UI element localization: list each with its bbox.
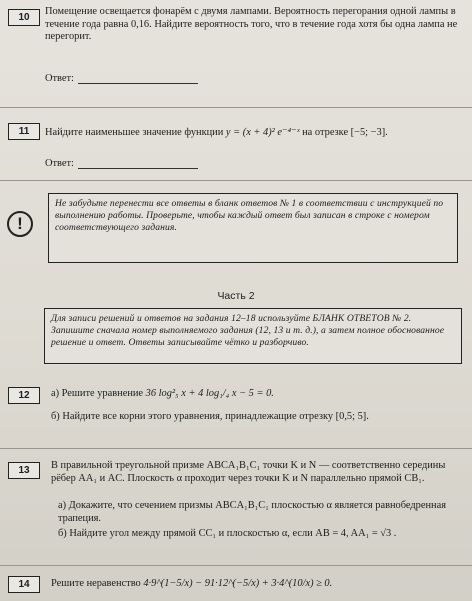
divider — [0, 107, 472, 108]
task-number: 14 — [8, 576, 40, 593]
divider — [0, 180, 472, 181]
task-text-before: Найдите наименьшее значение функции — [45, 127, 224, 138]
exclamation-icon: ! — [7, 211, 33, 237]
divider — [0, 565, 472, 566]
inequality-formula: 4·9^(1−5/x) − 91·12^(−5/x) + 3·4^(10/x) ≥ 0. — [143, 578, 333, 589]
answer-line — [78, 157, 198, 169]
answer-label: Ответ: — [45, 158, 74, 169]
task-text: В правильной треугольной призме ABCA₁B₁C₁ точки K и N — соответственно середины рёбер AA₁ и AC. Плоскость α проходит через точки K и N параллельно прямой CB₁. — [51, 460, 446, 484]
task-text — [51, 578, 462, 591]
part-title: Часть 2 — [217, 290, 255, 302]
equation-formula: 36 log²₅ x + 4 log₁/₄ x − 5 = 0. — [145, 388, 274, 399]
part2-instruction: Для записи решений и ответов на задания 12–18 используйте БЛАНК ОТВЕТОВ № 2. Запишите сначала номер выполняемого задания (12, 13 и т. д.), а затем полное обоснованное решение и ответ. Ответы записывайте чётко и разборчиво. — [44, 308, 462, 364]
task-text — [45, 127, 462, 140]
task-10 — [8, 4, 466, 94]
answer-field — [45, 157, 198, 169]
answer-label: Ответ: — [45, 73, 74, 84]
task-number: 13 — [8, 462, 40, 479]
answer-field — [45, 72, 198, 84]
task-11 — [8, 119, 466, 179]
task-12 — [8, 383, 466, 443]
task-number: 11 — [8, 123, 40, 140]
task-number: 10 — [8, 9, 40, 26]
task-part-b: б) Найдите все корни этого уравнения, принадлежащие отрезку [0,5; 5]. — [51, 411, 369, 422]
answer-line — [78, 72, 198, 84]
notice-box: Не забудьте перенести все ответы в бланк ответов № 1 в соответствии с инструкцией по выполнению работы. Проверьте, чтобы каждый ответ был записан в строке с номером соответствующего задания. — [48, 193, 458, 263]
task-label: Решите неравенство — [51, 578, 141, 589]
task-text-after: на отрезке [−5; −3]. — [302, 127, 388, 138]
task-text: Помещение освещается фонарём с двумя лампами. Вероятность перегорания одной лампы в течение года равна 0,16. Найдите вероятность того, что в течение года хотя бы одна лампа не перегорит. — [45, 6, 458, 42]
task-part-b: б) Найдите угол между прямой CC₁ и плоскостью α, если AB = 4, AA₁ = √3 . — [58, 528, 397, 539]
function-formula: y = (x + 4)² e⁻⁴⁻ˣ — [225, 127, 300, 138]
task-number: 12 — [8, 387, 40, 404]
task-part-a: а) Докажите, что сечением призмы ABCA₁B₁C₁ плоскостью α является равнобедренная трапеция. — [58, 500, 446, 524]
part-a-label: а) Решите уравнение — [51, 388, 144, 399]
task-14 — [8, 572, 466, 597]
task-part-a — [51, 388, 462, 401]
divider — [0, 448, 472, 449]
task-13 — [8, 458, 466, 558]
